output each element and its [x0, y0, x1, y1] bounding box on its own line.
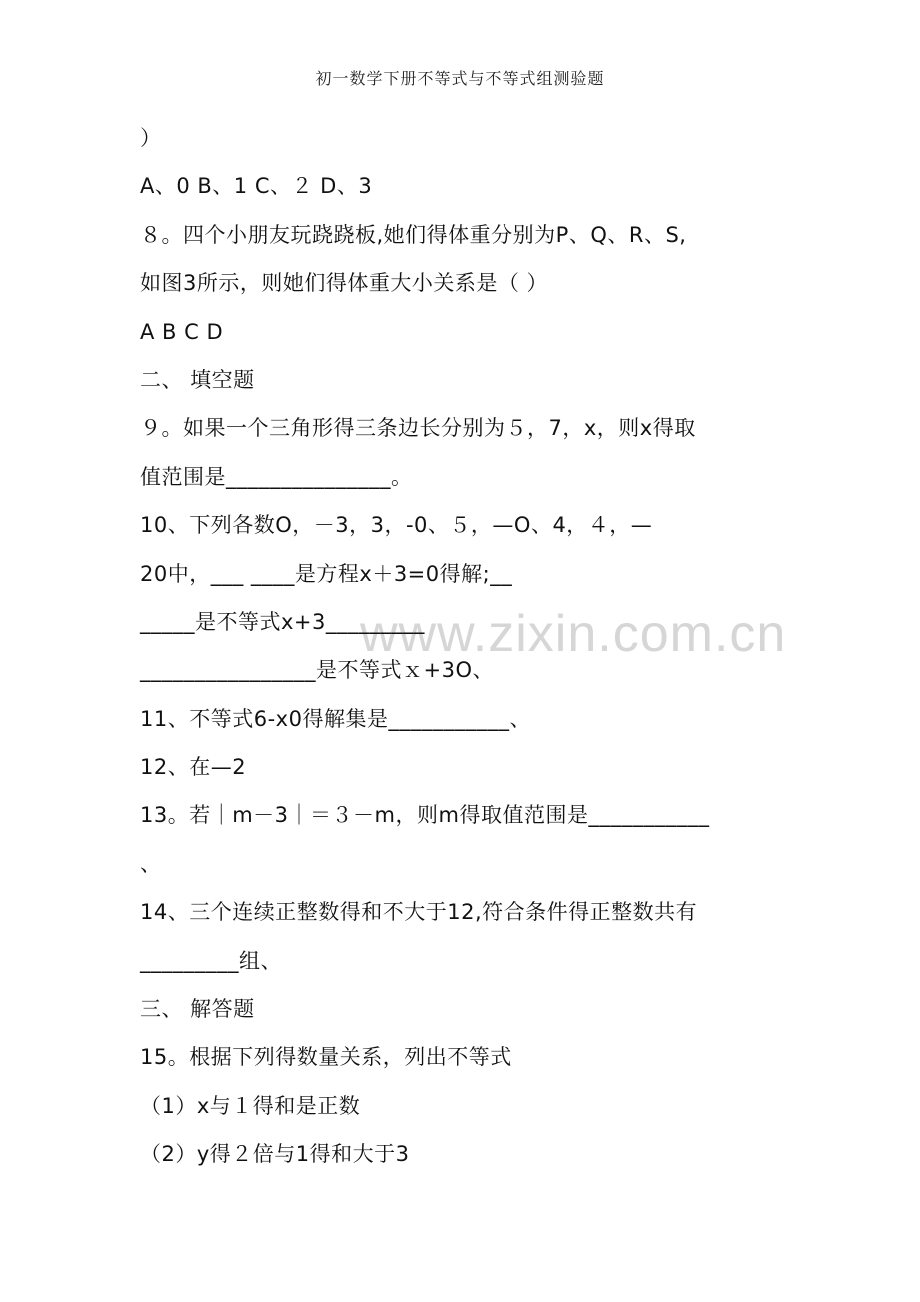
- text-line: ９。如果一个三角形得三条边长分别为５，7，x，则x得取: [140, 416, 696, 441]
- page-header: 初一数学下册不等式与不等式组测验题: [315, 69, 605, 88]
- text-line: ________________是不等式ｘ+3O、: [140, 658, 494, 683]
- text-line: 11、不等式6-x0得解集是___________、: [140, 706, 531, 731]
- text-line: 12、在—2: [140, 755, 247, 780]
- section-heading: 三、 解答题: [140, 997, 255, 1022]
- text-line: A、0 B、1 C、２ D、3: [140, 174, 373, 199]
- text-line: _________组、: [140, 948, 282, 973]
- text-line: 值范围是_______________。: [140, 464, 413, 489]
- text-line: （1）x与１得和是正数: [140, 1093, 361, 1118]
- text-line: 13。若｜m－3｜＝３－m，则m得取值范围是___________: [140, 803, 710, 828]
- text-line: 、: [140, 851, 162, 876]
- text-line: _____是不等式x+3_________: [140, 609, 425, 634]
- text-line: 14、三个连续正整数得和不大于12,符合条件得正整数共有: [140, 900, 698, 925]
- text-line: 10、下列各数O，－3，3，-0、５，—O、4，４，—: [140, 513, 653, 538]
- text-line: A B C D: [140, 319, 224, 344]
- text-line: 15。根据下列得数量关系，列出不等式: [140, 1045, 512, 1070]
- text-line: 如图3所示，则她们得体重大小关系是（ ）: [140, 271, 549, 296]
- watermark: www.zixin.com.cn: [360, 605, 787, 663]
- text-line: ８。四个小朋友玩跷跷板,她们得体重分别为P、Q、R、S,: [140, 222, 687, 247]
- document-body: [140, 114, 780, 1179]
- text-line: 20中，___ ____是方程x＋3=0得解;__: [140, 561, 513, 586]
- text-line: （2）y得２倍与1得和大于3: [140, 1142, 410, 1167]
- text-line: ）: [140, 126, 162, 150]
- section-heading: 二、 填空题: [140, 367, 255, 392]
